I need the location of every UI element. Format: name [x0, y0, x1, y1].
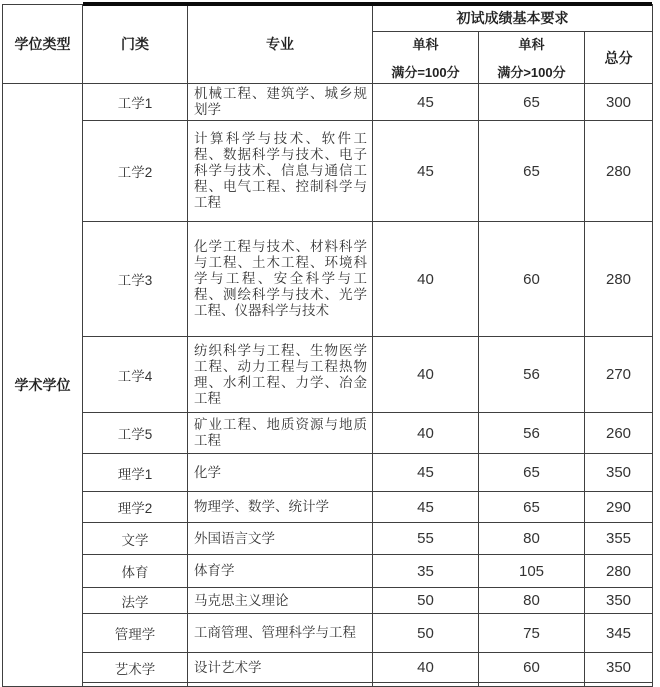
- single-100-cell: 50: [373, 614, 479, 653]
- table-row: [3, 492, 653, 523]
- single-100-cell: 40: [373, 653, 479, 683]
- single-gt100-cell: 80: [479, 588, 585, 614]
- table-row: [3, 84, 653, 121]
- single-100-cell: 55: [373, 523, 479, 555]
- total-cell: 270: [585, 337, 653, 413]
- header-category: 门类: [83, 5, 188, 84]
- total-cell: 260: [585, 413, 653, 454]
- single-100-cell: 40: [373, 413, 479, 454]
- total-cell: 280: [585, 555, 653, 588]
- major-cell: 设计艺术学: [188, 653, 373, 683]
- major-cell: 马克思主义理论: [188, 588, 373, 614]
- total-cell: 345: [585, 614, 653, 653]
- table-row: [3, 222, 653, 337]
- header-total: 总分: [585, 32, 653, 84]
- header-degree-type: 学位类型: [3, 5, 83, 84]
- cutoff-cell: [479, 683, 585, 687]
- total-cell: 350: [585, 588, 653, 614]
- cutoff-cell: [83, 683, 188, 687]
- header-single-100-line1: 单科: [412, 37, 439, 52]
- single-gt100-cell: 56: [479, 413, 585, 454]
- category-cell: 工学4: [83, 337, 188, 413]
- table-body: [3, 84, 653, 687]
- category-cell: 管理学: [83, 614, 188, 653]
- major-cell: 外国语言文学: [188, 523, 373, 555]
- major-cell: 化学工程与技术、材料科学与工程、土木工程、环境科学与工程、安全科学与工程、测绘科学与技术、光学工程、仪器科学与技术: [188, 222, 373, 337]
- major-cell: 计算科学与技术、软件工程、数据科学与技术、电子科学与技术、信息与通信工程、电气工程、控制科学与工程: [188, 121, 373, 222]
- single-gt100-cell: 65: [479, 121, 585, 222]
- table-row: [3, 523, 653, 555]
- header-single-gt100: [479, 32, 585, 84]
- cutoff-cell: [585, 683, 653, 687]
- single-100-cell: 50: [373, 588, 479, 614]
- cutoff-cell: [188, 683, 373, 687]
- single-gt100-cell: 60: [479, 222, 585, 337]
- single-100-cell: 45: [373, 121, 479, 222]
- total-cell: 355: [585, 523, 653, 555]
- cutoff-row: [3, 683, 653, 687]
- major-cell: 体育学: [188, 555, 373, 588]
- single-gt100-cell: 65: [479, 492, 585, 523]
- header-major: 专业: [188, 5, 373, 84]
- category-cell: 工学3: [83, 222, 188, 337]
- single-gt100-cell: 75: [479, 614, 585, 653]
- single-gt100-cell: 60: [479, 653, 585, 683]
- major-cell: 工商管理、管理科学与工程: [188, 614, 373, 653]
- single-100-cell: 35: [373, 555, 479, 588]
- table-row: [3, 337, 653, 413]
- single-gt100-cell: 65: [479, 84, 585, 121]
- total-cell: 350: [585, 653, 653, 683]
- category-cell: 体育: [83, 555, 188, 588]
- category-cell: 工学1: [83, 84, 188, 121]
- single-gt100-cell: 56: [479, 337, 585, 413]
- header-single-100-line2: 满分=100分: [391, 65, 460, 80]
- single-100-cell: 40: [373, 222, 479, 337]
- category-cell: 文学: [83, 523, 188, 555]
- table-row: [3, 588, 653, 614]
- table-row: [3, 413, 653, 454]
- major-cell: 纺织科学与工程、生物医学工程、动力工程与工程热物理、水利工程、力学、冶金工程: [188, 337, 373, 413]
- cutoff-cell: [373, 683, 479, 687]
- header-score-requirements: 初试成绩基本要求: [373, 5, 653, 32]
- table-row: [3, 653, 653, 683]
- header-single-100: [373, 32, 479, 84]
- single-100-cell: 45: [373, 454, 479, 492]
- major-cell: 矿业工程、地质资源与地质工程: [188, 413, 373, 454]
- single-100-cell: 40: [373, 337, 479, 413]
- table-header: [3, 5, 653, 84]
- total-cell: 350: [585, 454, 653, 492]
- table-row: [3, 555, 653, 588]
- degree-type-cell: 学术学位: [3, 84, 83, 687]
- table-row: [3, 454, 653, 492]
- major-cell: 化学: [188, 454, 373, 492]
- single-gt100-cell: 65: [479, 454, 585, 492]
- table-row: [3, 614, 653, 653]
- single-100-cell: 45: [373, 84, 479, 121]
- total-cell: 290: [585, 492, 653, 523]
- header-single-gt100-line2: 满分>100分: [497, 65, 566, 80]
- category-cell: 工学2: [83, 121, 188, 222]
- table-top-thick-border: [83, 2, 652, 6]
- score-requirements-table: [2, 4, 653, 687]
- total-cell: 280: [585, 121, 653, 222]
- total-cell: 300: [585, 84, 653, 121]
- table-row: [3, 121, 653, 222]
- category-cell: 理学1: [83, 454, 188, 492]
- single-gt100-cell: 105: [479, 555, 585, 588]
- category-cell: 工学5: [83, 413, 188, 454]
- major-cell: 机械工程、建筑学、城乡规划学: [188, 84, 373, 121]
- category-cell: 艺术学: [83, 653, 188, 683]
- major-cell: 物理学、数学、统计学: [188, 492, 373, 523]
- total-cell: 280: [585, 222, 653, 337]
- category-cell: 法学: [83, 588, 188, 614]
- single-100-cell: 45: [373, 492, 479, 523]
- single-gt100-cell: 80: [479, 523, 585, 555]
- header-single-gt100-line1: 单科: [518, 37, 545, 52]
- category-cell: 理学2: [83, 492, 188, 523]
